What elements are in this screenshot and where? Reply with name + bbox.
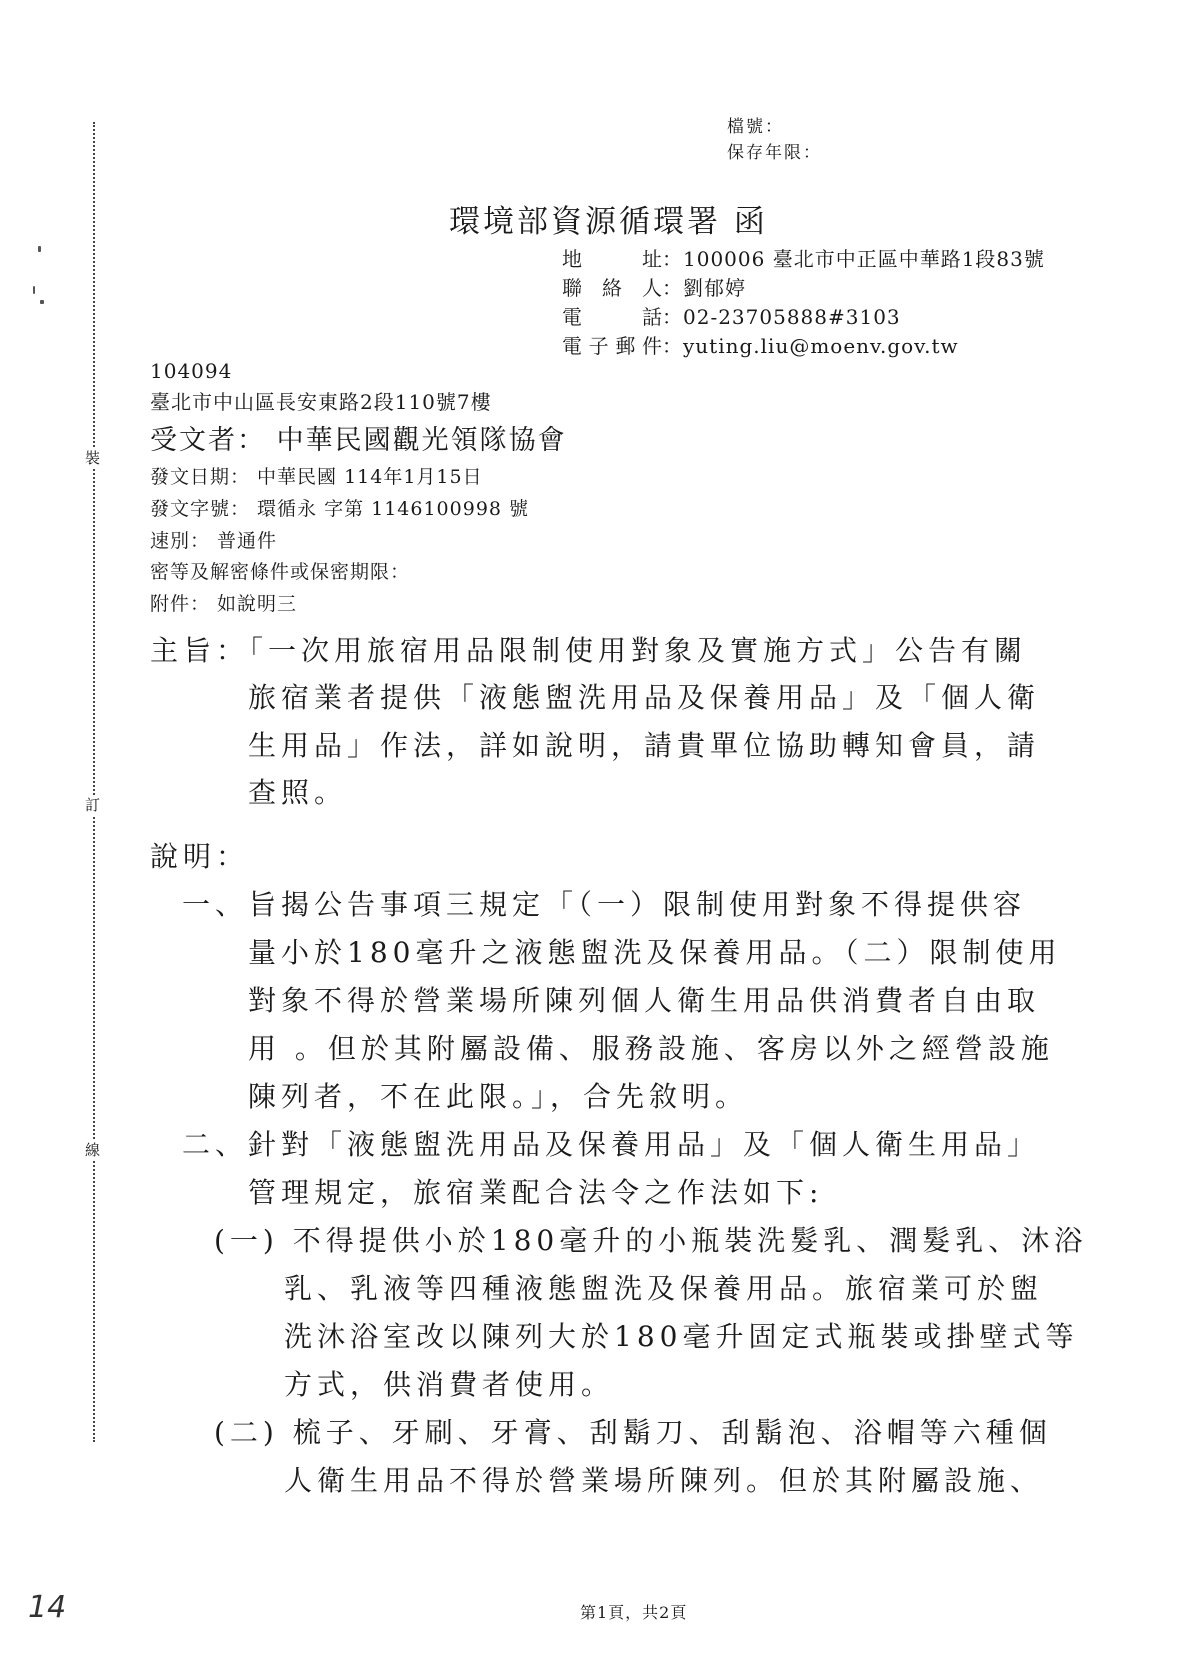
- sender-contact-row: 聯 絡 人：劉郁婷: [562, 272, 746, 301]
- scan-speck: [40, 300, 44, 304]
- sender-address-label: 地 址: [562, 247, 662, 271]
- sender-email-label: 電子郵件: [562, 334, 662, 358]
- subject-line: 查照。: [248, 776, 348, 809]
- attachment: 附件： 如說明三: [150, 593, 298, 615]
- page-number: 第1頁，共2頁: [580, 1603, 688, 1622]
- explanation-heading: 說明：: [150, 840, 250, 873]
- binding-mark-xian: 線: [85, 1141, 101, 1159]
- explanation-subitem: 乳、乳液等四種液態盥洗及保養用品。旅宿業可於盥: [284, 1272, 1044, 1305]
- sender-contact-value: 劉郁婷: [683, 276, 746, 300]
- issue-date: 發文日期： 中華民國 114年1月15日: [150, 466, 483, 488]
- subject-line: 旅宿業者提供「液態盥洗用品及保養用品」及「個人衛: [248, 681, 1041, 714]
- binding-mark-zhuang: 裝: [85, 449, 101, 467]
- explanation-subitem: (一) 不得提供小於180毫升的小瓶裝洗髮乳、潤髮乳、沐浴: [214, 1224, 1088, 1257]
- sender-email-value: yuting.liu@moenv.gov.tw: [683, 334, 959, 358]
- explanation-subitem: 人衛生用品不得於營業場所陳列。但於其附屬設施、: [284, 1464, 1044, 1497]
- sender-address-value: 100006 臺北市中正區中華路1段83號: [683, 247, 1045, 271]
- binding-line: [93, 122, 95, 1442]
- subject-line: 生用品」作法，詳如說明，請貴單位協助轉知會員，請: [248, 729, 1041, 762]
- document-title: 環境部資源循環署 函: [449, 204, 768, 240]
- explanation-line: 管理規定，旅宿業配合法令之作法如下:: [248, 1176, 824, 1209]
- explanation-subitem: 方式，供消費者使用。: [284, 1368, 615, 1401]
- sender-phone-value: 02-23705888#3103: [683, 305, 901, 329]
- sender-contact-label: 聯 絡 人: [562, 276, 662, 300]
- recipient: 受文者： 中華民國觀光領隊協會: [150, 425, 567, 456]
- sender-phone-row: 電 話：02-23705888#3103: [562, 301, 901, 330]
- retention-period-label: 保存年限：: [727, 143, 822, 163]
- explanation-line: 二、針對「液態盥洗用品及保養用品」及「個人衛生用品」: [182, 1128, 1041, 1161]
- explanation-line: 對象不得於營業場所陳列個人衛生用品供消費者自由取: [248, 984, 1041, 1017]
- scan-speck: [38, 246, 41, 252]
- recipient-address: 臺北市中山區長安東路2段110號7樓: [150, 390, 492, 414]
- file-number-label: 檔號：: [727, 117, 784, 137]
- explanation-line: 用 。但於其附屬設備、服務設施、客房以外之經營設施: [248, 1032, 1054, 1065]
- sender-email-row: 電子郵件：yuting.liu@moenv.gov.tw: [562, 330, 959, 359]
- reference-number: 發文字號： 環循永 字第 1146100998 號: [150, 498, 530, 520]
- recipient-postcode: 104094: [150, 359, 233, 383]
- delivery-speed: 速別： 普通件: [150, 530, 278, 552]
- sender-phone-label: 電 話: [562, 305, 662, 329]
- scan-speck: [33, 286, 35, 294]
- security-level: 密等及解密條件或保密期限：: [150, 561, 411, 583]
- explanation-line: 陳列者，不在此限。」，合先敘明。: [248, 1080, 749, 1113]
- handwritten-mark: 14: [28, 1590, 67, 1625]
- sender-address-row: 地 址：100006 臺北市中正區中華路1段83號: [562, 243, 1045, 272]
- binding-mark-ding: 訂: [85, 796, 101, 814]
- explanation-subitem: 洗沐浴室改以陳列大於180毫升固定式瓶裝或掛壁式等: [284, 1320, 1079, 1353]
- explanation-subitem: (二) 梳子、牙刷、牙膏、刮鬍刀、刮鬍泡、浴帽等六種個: [214, 1416, 1052, 1449]
- subject-line: 主旨：「一次用旅宿用品限制使用對象及實施方式」公告有關: [150, 634, 1028, 667]
- explanation-line: 一、旨揭公告事項三規定「（一）限制使用對象不得提供容: [182, 888, 1027, 921]
- explanation-line: 量小於180毫升之液態盥洗及保養用品。（二）限制使用: [248, 936, 1062, 969]
